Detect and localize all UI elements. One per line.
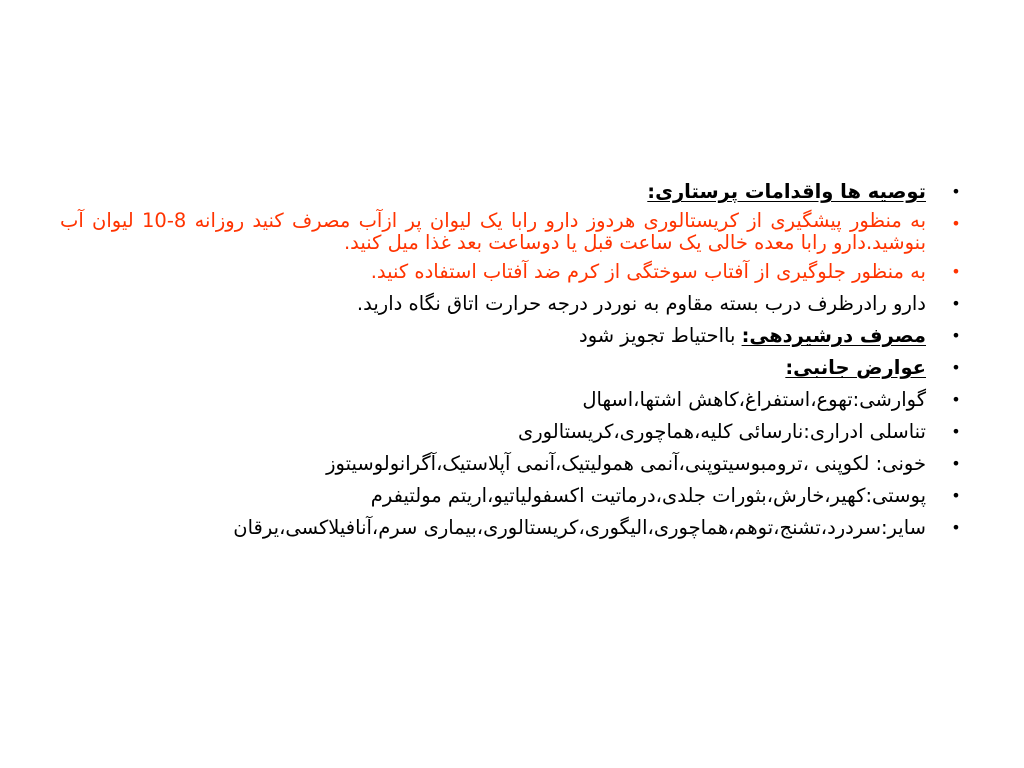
bullet-icon: •: [951, 454, 961, 473]
list-item-crystalluria-prevention: [60, 210, 966, 254]
crystalluria-text: به منظور پیشگیری از کریستالوری هردوز دارو رابا یک لیوان پر ازآب مصرف کنید روزانه 8-10 لیوان آب بنوشید.دارو رابا معده خالی یک ساعت قبل یا دوساعت بعد غذا میل کنید.: [60, 209, 926, 254]
bullet-icon: •: [951, 326, 961, 345]
slide-content: [60, 178, 966, 598]
bullet-icon: •: [951, 214, 961, 233]
list-item-storage: [60, 290, 966, 318]
list-item-hematologic: [60, 450, 966, 478]
list-item-genitourinary: [60, 418, 966, 446]
hematologic-text: خونی: لکوپنی ،ترومبوسیتوپنی،آنمی همولیتیک،آنمی آپلاستیک،آگرانولوسیتوز: [326, 452, 926, 475]
list-item-side-effects-heading: [60, 354, 966, 382]
genitourinary-text: تناسلی ادراری:نارسائی کلیه،هماچوری،کریستالوری: [518, 420, 926, 443]
bullet-icon: •: [951, 390, 961, 409]
lactation-heading: مصرف درشیردهی:: [741, 324, 926, 347]
bullet-icon: •: [951, 518, 961, 537]
storage-text: دارو رادرظرف درب بسته مقاوم به نوردر درجه حرارت اتاق نگاه دارید.: [356, 292, 926, 315]
other-text: سایر:سردرد،تشنج،توهم،هماچوری،الیگوری،کریستالوری،بیماری سرم،آنافیلاکسی،یرقان: [233, 516, 926, 539]
side-effects-heading: عوارض جانبی:: [785, 356, 926, 379]
bullet-icon: •: [951, 422, 961, 441]
bullet-icon: •: [951, 182, 961, 201]
bullet-icon: •: [951, 358, 961, 377]
list-item-nursing-heading: [60, 178, 966, 206]
bullet-list: [60, 178, 966, 542]
bullet-icon: •: [951, 262, 961, 281]
sunburn-text: به منظور جلوگیری از آفتاب سوختگی از کرم ضد آفتاب استفاده کنید.: [370, 260, 926, 283]
list-item-other: [60, 514, 966, 542]
list-item-dermatologic: [60, 482, 966, 510]
list-item-lactation: [60, 322, 966, 350]
list-item-gastrointestinal: [60, 386, 966, 414]
gastrointestinal-text: گوارشی:تهوع،استفراغ،کاهش اشتها،اسهال: [582, 388, 926, 411]
lactation-text: بااحتیاط تجویز شود: [579, 324, 742, 347]
dermatologic-text: پوستی:کهیر،خارش،بثورات جلدی،درماتیت اکسفولیاتیو،اریتم مولتیفرم: [370, 484, 926, 507]
bullet-icon: •: [951, 486, 961, 505]
bullet-icon: •: [951, 294, 961, 313]
list-item-sunburn: [60, 258, 966, 286]
nursing-heading: توصیه ها واقدامات پرستاری:: [647, 180, 926, 203]
